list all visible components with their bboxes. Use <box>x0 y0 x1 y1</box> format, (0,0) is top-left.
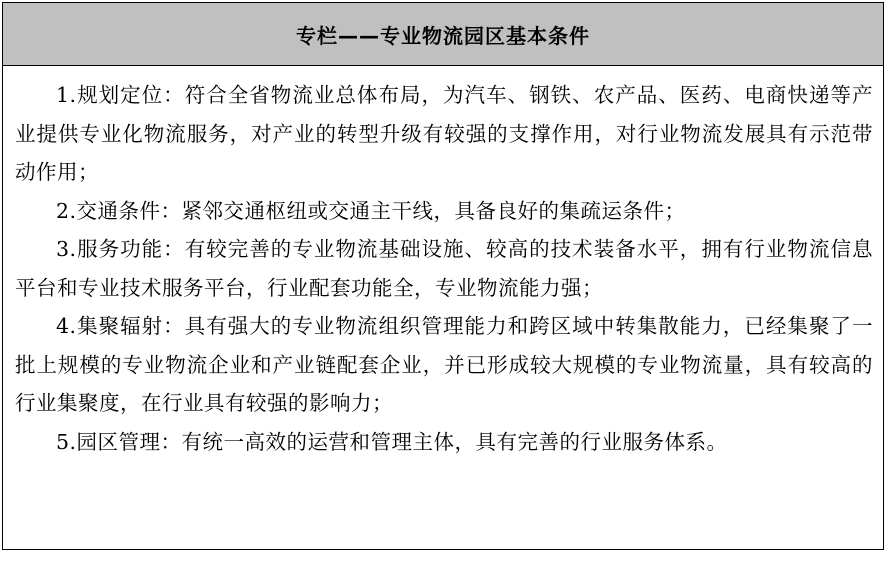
condition-item-service: 3.服务功能：有较完善的专业物流基础设施、较高的技术装备水平，拥有行业物流信息平台和专业技术服务平台，行业配套功能全，专业物流能力强； <box>15 237 873 300</box>
condition-item-agglomeration: 4.集聚辐射：具有强大的专业物流组织管理能力和跨区域中转集散能力，已经集聚了一批上规模的专业物流企业和产业链配套企业，并已形成较大规模的专业物流量，具有较高的行业集聚度，在行业具有较强的影响力； <box>15 314 873 415</box>
condition-item-transport: 2.交通条件：紧邻交通枢纽或交通主干线，具备良好的集疏运条件； <box>56 198 686 223</box>
box-title: 专栏——专业物流园区基本条件 <box>296 23 590 48</box>
box-content <box>3 66 883 461</box>
info-box <box>2 2 884 550</box>
condition-item-positioning: 1.规划定位：符合全省物流业总体布局，为汽车、钢铁、农产品、医药、电商快递等产业提供专业化物流服务，对产业的转型升级有较强的支撑作用，对行业物流发展具有示范带动作用； <box>15 83 873 184</box>
box-header <box>3 3 883 66</box>
condition-item-management: 5.园区管理：有统一高效的运营和管理主体，具有完善的行业服务体系。 <box>56 429 728 454</box>
